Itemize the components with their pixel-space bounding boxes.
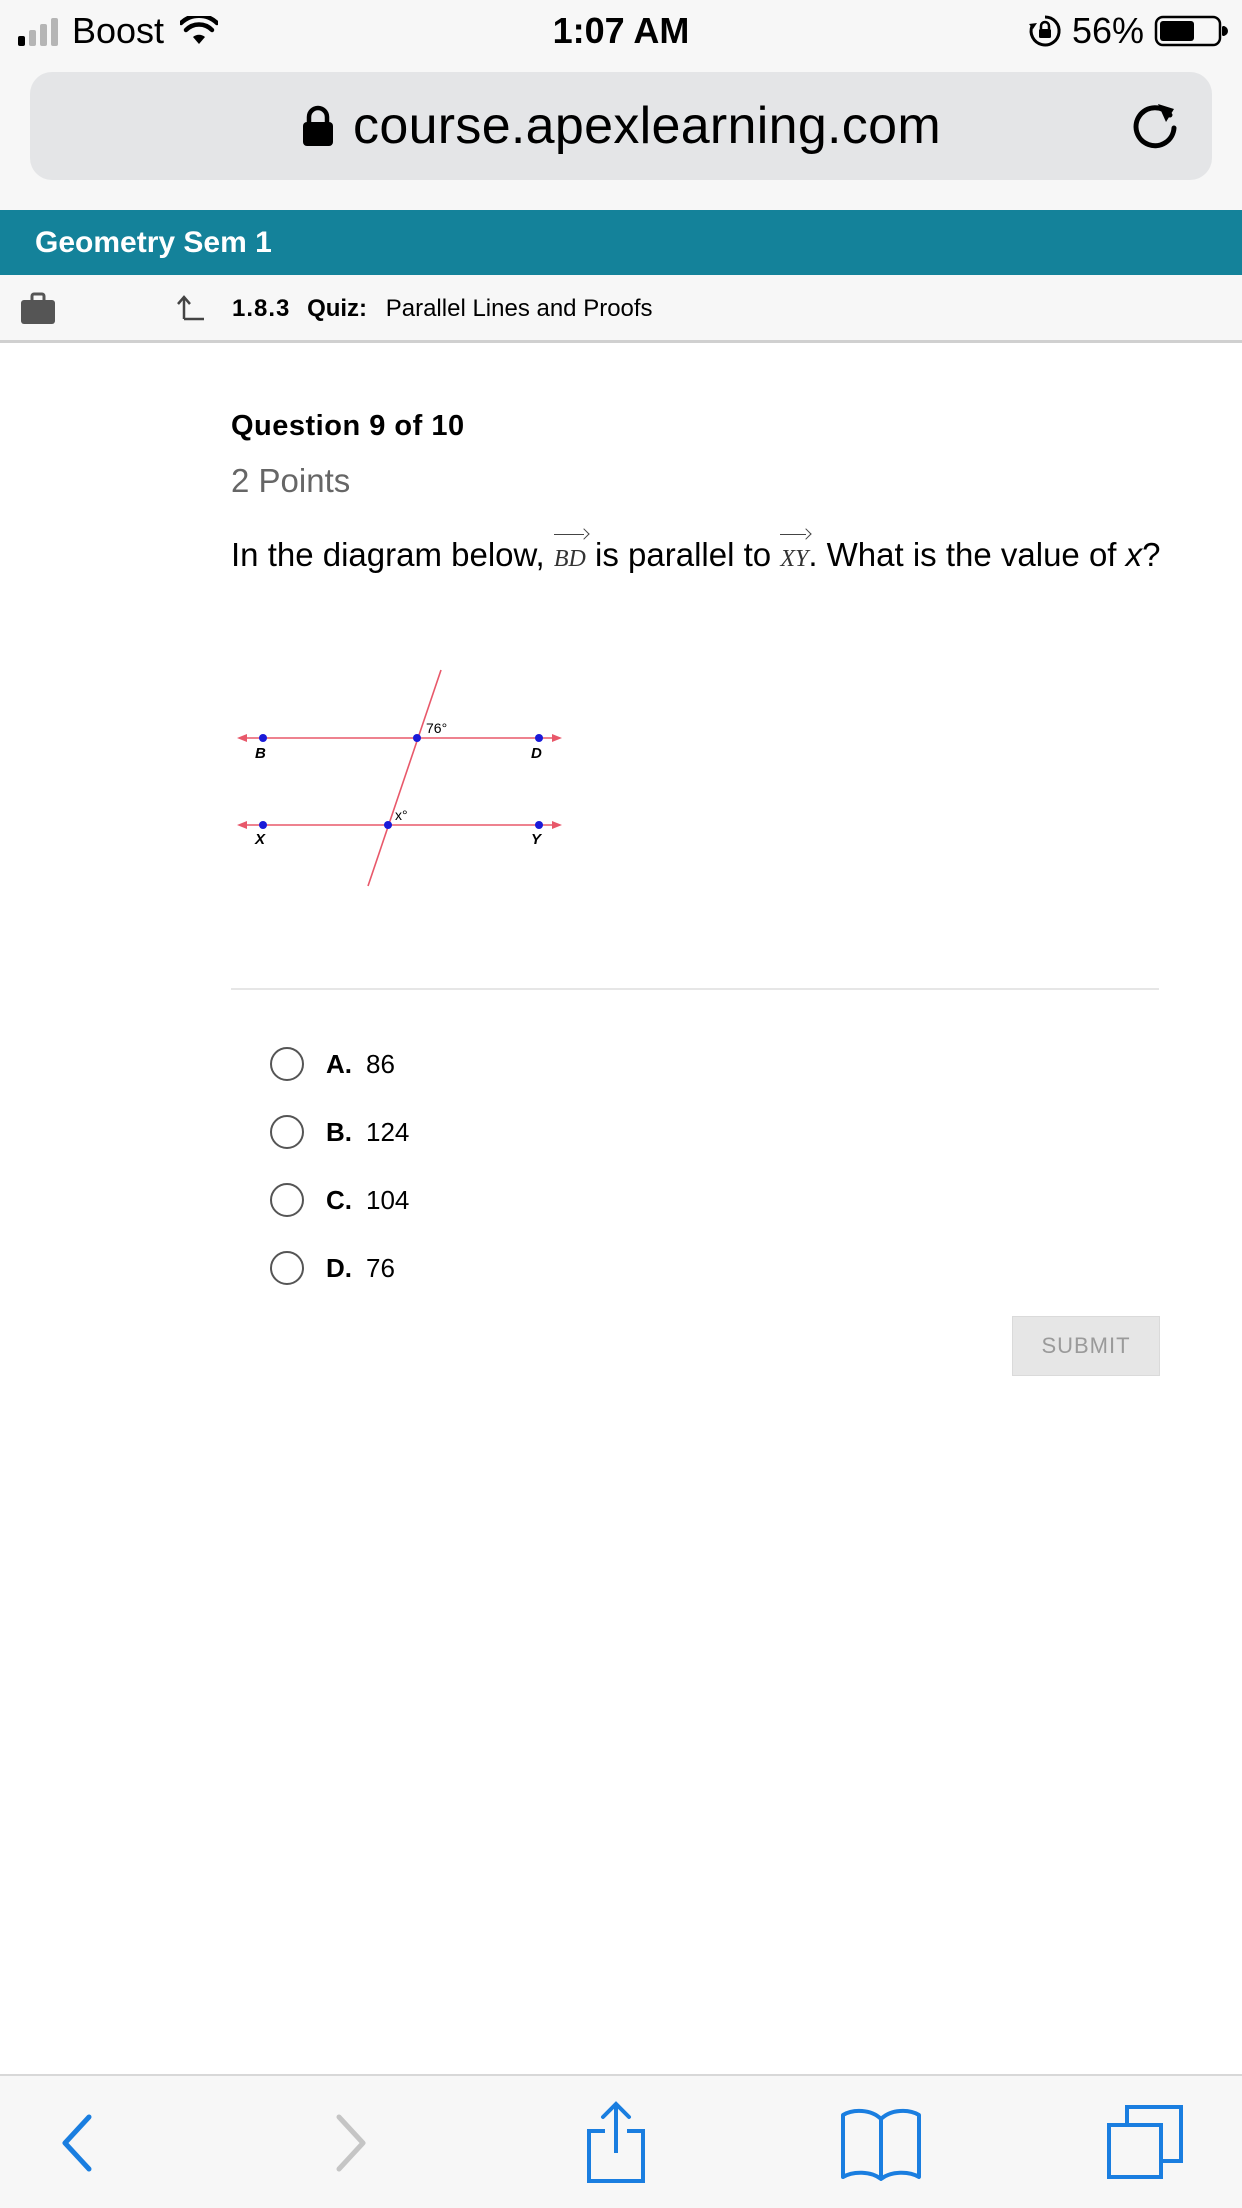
question-number: Question 9 of 10 (231, 410, 465, 442)
option-value: 104 (366, 1184, 410, 1215)
course-header (0, 210, 1242, 275)
question-points: 2 Points (231, 462, 351, 499)
up-arrow-icon[interactable] (176, 293, 206, 323)
question-text-middle: is parallel to (595, 536, 772, 573)
transversal-line (368, 670, 441, 886)
option-a[interactable] (270, 1030, 770, 1098)
parallel-lines-diagram (231, 660, 571, 890)
battery-icon (1154, 14, 1228, 48)
label-b: B (255, 745, 266, 762)
course-title[interactable]: Geometry Sem 1 (35, 226, 272, 259)
browser-chrome (0, 62, 1242, 210)
option-letter: D. (326, 1252, 352, 1283)
question-text (231, 528, 1161, 582)
share-button[interactable] (571, 2098, 661, 2188)
variable-x: x (1125, 536, 1143, 573)
activity-title: Parallel Lines and Proofs (385, 295, 653, 322)
radio-button[interactable] (270, 1047, 304, 1081)
option-b[interactable] (270, 1098, 770, 1166)
tabs-icon (1105, 2103, 1185, 2183)
answer-options (270, 1030, 770, 1302)
option-letter: C. (326, 1184, 352, 1215)
label-d: D (531, 745, 542, 762)
lesson-number: 1.8.3 (232, 295, 291, 322)
radio-button[interactable] (270, 1251, 304, 1285)
lock-icon (301, 104, 335, 148)
option-value: 86 (366, 1048, 395, 1079)
segment-bd: BD (554, 528, 586, 582)
bookmarks-icon (839, 2105, 923, 2181)
forward-button[interactable] (306, 2098, 396, 2188)
carrier-name: Boost (72, 10, 165, 51)
arrow-bd-right (552, 734, 562, 742)
point-bottom-intersection (384, 821, 392, 829)
question-mark: ? (1142, 536, 1161, 573)
point-y (535, 821, 543, 829)
address-bar[interactable] (30, 72, 1212, 180)
activity-type: Quiz: (307, 295, 368, 322)
option-letter: A. (326, 1048, 352, 1079)
question-text-prefix: In the diagram below, (231, 536, 545, 573)
arrow-bd-left (237, 734, 247, 742)
point-x (259, 821, 267, 829)
option-value: 124 (366, 1116, 410, 1147)
label-x: X (255, 831, 266, 848)
status-bar (0, 0, 1242, 62)
status-time: 1:07 AM (552, 10, 690, 51)
safari-toolbar (0, 2074, 1242, 2208)
arrow-xy-left (237, 821, 247, 829)
point-top-intersection (413, 734, 421, 742)
label-angle-76: 76° (426, 720, 448, 736)
question-text-suffix: . What is the value of (808, 536, 1117, 573)
option-value: 76 (366, 1252, 395, 1283)
back-button[interactable] (32, 2098, 122, 2188)
battery-percent: 56% (1071, 10, 1144, 51)
submit-button[interactable]: SUBMIT (1012, 1316, 1160, 1376)
breadcrumb (0, 275, 1242, 343)
label-angle-x: x° (395, 807, 408, 823)
radio-button[interactable] (270, 1115, 304, 1149)
forward-icon (331, 2111, 371, 2175)
radio-button[interactable] (270, 1183, 304, 1217)
divider (231, 988, 1159, 990)
tabs-button[interactable] (1100, 2098, 1190, 2188)
orientation-lock-icon (1028, 14, 1062, 48)
point-b (259, 734, 267, 742)
back-icon (57, 2111, 97, 2175)
option-c[interactable] (270, 1166, 770, 1234)
share-icon (581, 2101, 651, 2185)
segment-xy: XY (780, 528, 808, 582)
status-right (1028, 8, 1228, 54)
point-d (535, 734, 543, 742)
arrow-xy-right (552, 821, 562, 829)
option-letter: B. (326, 1116, 352, 1147)
option-d[interactable] (270, 1234, 770, 1302)
bookmarks-button[interactable] (836, 2098, 926, 2188)
breadcrumb-text (232, 275, 653, 343)
briefcase-icon[interactable] (20, 292, 56, 326)
url-text[interactable]: course.apexlearning.com (353, 97, 941, 155)
label-y: Y (531, 831, 542, 848)
reload-icon[interactable] (1128, 98, 1184, 154)
